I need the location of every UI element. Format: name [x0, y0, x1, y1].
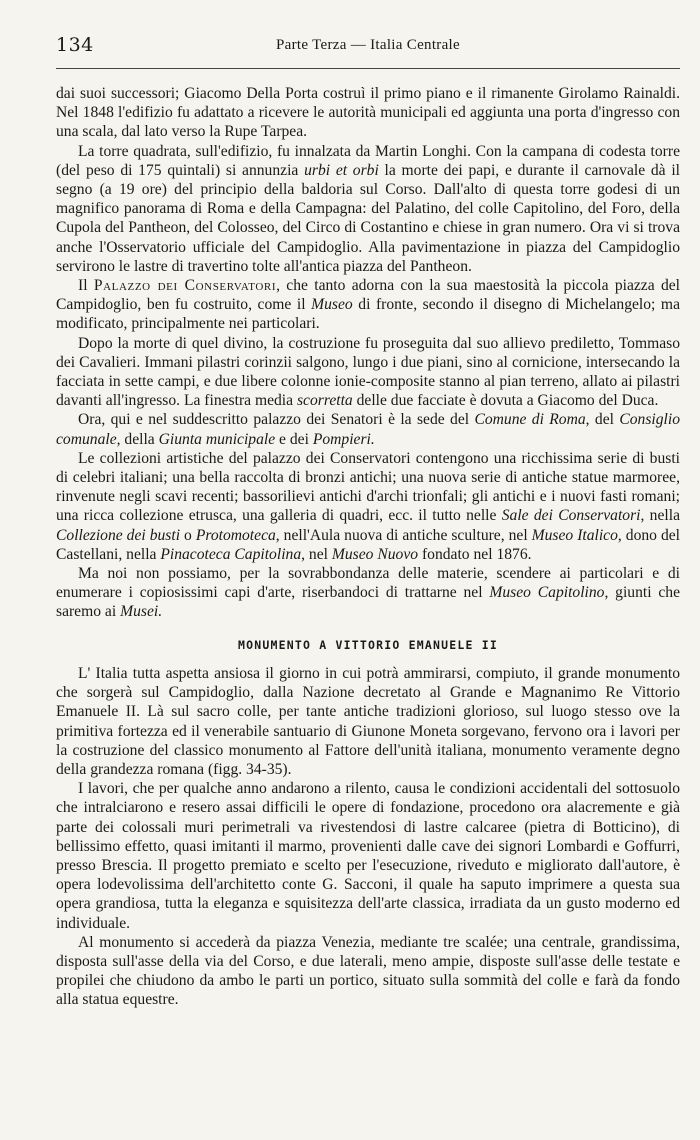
italic-term: Protomoteca — [195, 526, 276, 544]
text-run: fondato nel 1876. — [418, 545, 532, 563]
small-caps-term: Palazzo dei Conservatori — [93, 277, 277, 295]
text-run: , dono del Castellani, nella — [56, 526, 681, 563]
text-run: , che tanto adorna con la sua maestosità la piccola piazza del Campidoglio, ben fu costruito, come il — [56, 277, 680, 314]
page-number: 134 — [56, 34, 94, 56]
text-run: di fronte, secondo il disegno di Michelangelo; ma modificato, principalmente nei particolari. — [56, 296, 680, 333]
paragraph-3 — [56, 276, 680, 334]
page-header — [56, 34, 680, 56]
header-rule — [56, 68, 680, 69]
text-run: la morte dei papi, e durante il carnovale dà il segno (a 19 ore) del principio della baldoria sul Corso. Dall'alto di questa torre godesi di un magnifico panorama di Roma e della Campagna: del Palatino, del colle Capitolino, del Foro, della Cupola del Pantheon, del Colosseo, del Circo di Costantino e chiese in gran numero. Ora vi si trova anche l'Osservatorio ufficiale del Campidoglio. Alla pavimentazione in piazza del Campidoglio servirono le lastre di travertino tolte all'antica piazza del Pantheon. — [56, 161, 680, 275]
paragraph-6 — [56, 449, 680, 564]
paragraph-9: I lavori, che per qualche anno andarono a rilento, causa le condizioni accidentali del sottosuolo che intralciarono e resero assai difficili le opere di fondazione, procedono ora alacremente e già parte dei colossali muri perimetrali va rivestendosi di lastre calcaree (pietra di Botticino), di bellissimo effetto, quasi imitanti il marmo, provenienti dalle cave dei signori Lombardi e Goffurri, presso Brescia. Il progetto premiato e scelto per l'esecuzione, riveduto e migliorato dall'autore, è opera lodevolissima dell'architetto conte G. Sacconi, il quale ha saputo imprimere a questa sua opera grandiosa, tutta la eleganza e squisitezza dell'arte classica, irradiata da un gusto moderno ed individuale. — [56, 780, 680, 932]
italic-term: urbi et orbi — [304, 161, 379, 179]
text-run: , della — [116, 430, 159, 448]
italic-term: Sale dei Conservatori — [501, 507, 641, 525]
paragraph-4 — [56, 334, 680, 411]
text-run: Ora, qui e nel suddescritto palazzo dei Senatori è la sede del — [78, 411, 475, 429]
text-run: Il — [78, 277, 94, 295]
paragraph-2 — [56, 142, 680, 276]
text-run: delle due facciate è dovuta a Giacomo del Duca. — [352, 392, 659, 410]
text-run: o — [180, 526, 196, 544]
paragraph-7 — [56, 564, 680, 622]
italic-term: Museo Nuovo — [331, 545, 419, 563]
italic-term: Museo Italico — [531, 526, 618, 544]
text-run: , giunti che saremo ai — [56, 584, 680, 621]
text-run: e dei — [275, 430, 313, 448]
italic-term: Consiglio comunale — [56, 411, 681, 448]
paragraph-1: dai suoi successori; Giacomo Della Porta costruì il primo piano e il rimanente Girolamo Rainaldi. Nel 1848 l'edifizio fu adattato a ricevere le autorità municipali ed aggiunta una porta d'ingresso con una scala, dal lato verso la Rupe Tarpea. — [56, 85, 680, 141]
text-run: , del — [585, 411, 620, 429]
italic-term: scorretta — [296, 392, 353, 410]
italic-term: Comune di Roma — [474, 411, 586, 429]
italic-term: Collezione dei busti — [56, 526, 181, 544]
text-run: Dopo la morte di quel divino, la costruzione fu proseguita dal suo allievo prediletto, Tommaso dei Cavalieri. Immani pilastri corinzii salgono, lungo i due piani, sino al cornicione, intersecando la facciata in sette campi, e due libere colonne ionie-composite stanno al pian terreno, allato ai pilastri davanti all'ingresso. La finestra media — [56, 334, 680, 410]
page-body — [56, 84, 680, 1010]
paragraph-5 — [56, 410, 680, 448]
text-run: La torre quadrata, sull'edifizio, fu innalzata da Martin Longhi. Con la campana di codesta torre (del peso di 175 quintali) si annunzia — [56, 142, 680, 179]
italic-term: Museo Capitolino — [489, 584, 605, 602]
paragraph-10: Al monumento si accederà da piazza Venezia, mediante tre scalée; una centrale, grandissima, disposta sull'asse della via del Corso, e due laterali, meno ampie, disposte sull'asse delle testate e propilei che chiudono da ambo le parti un portico, situato sulla sommità del colle e farà da fondo alla statua equestre. — [56, 933, 680, 1009]
paragraph-8: L' Italia tutta aspetta ansiosa il giorno in cui potrà ammirarsi, compiuto, il grande monumento che sorgerà sul Campidoglio, dalla Nazione decretato al Grande e Magnanimo Re Vittorio Emanuele II. Là sul sacro colle, per tante antiche tradizioni glorioso, sul luogo stesso ove la primitiva fortezza ed il venerabile santuario di Giunone Moneta sorgevano, fervono ora i lavori per la costruzione del classico monumento al Fattore dell'unità italiana, monumento veramente degno della grandezza romana (figg. 34-35). — [56, 664, 680, 778]
text-run: Le collezioni artistiche del palazzo dei Conservatori contengono una ricchissima serie di busti di celebri italiani; una bella raccolta di bronzi antichi; una nuova serie di antiche statue marmoree, rinvenute negli scavi recenti; bassorilievi antichi d'archi trionfali; gli antichi e i nuovi fasti romani; una ricca collezione etrusca, una galleria di quadri, ecc. il tutto nelle — [56, 449, 680, 525]
section-heading: MONUMENTO A VITTORIO EMANUELE II — [238, 637, 498, 652]
running-title: Parte Terza — Italia Centrale — [276, 37, 460, 53]
italic-term: Museo — [311, 296, 353, 314]
italic-term: Musei. — [120, 603, 163, 621]
text-run: , nel — [301, 545, 332, 563]
text-run: , nella — [640, 507, 680, 525]
text-run: , nell'Aula nuova di antiche sculture, nel — [275, 526, 532, 544]
text-run: Ma noi non possiamo, per la sovrabbondanza delle materie, scendere ai particolari e di enumerare i copiosissimi capi d'arte, riserbandoci di trattarne nel — [56, 565, 680, 602]
italic-term: Pompieri. — [312, 430, 375, 448]
italic-term: Giunta municipale — [158, 430, 276, 448]
italic-term: Pinacoteca Capitolina — [160, 545, 302, 563]
